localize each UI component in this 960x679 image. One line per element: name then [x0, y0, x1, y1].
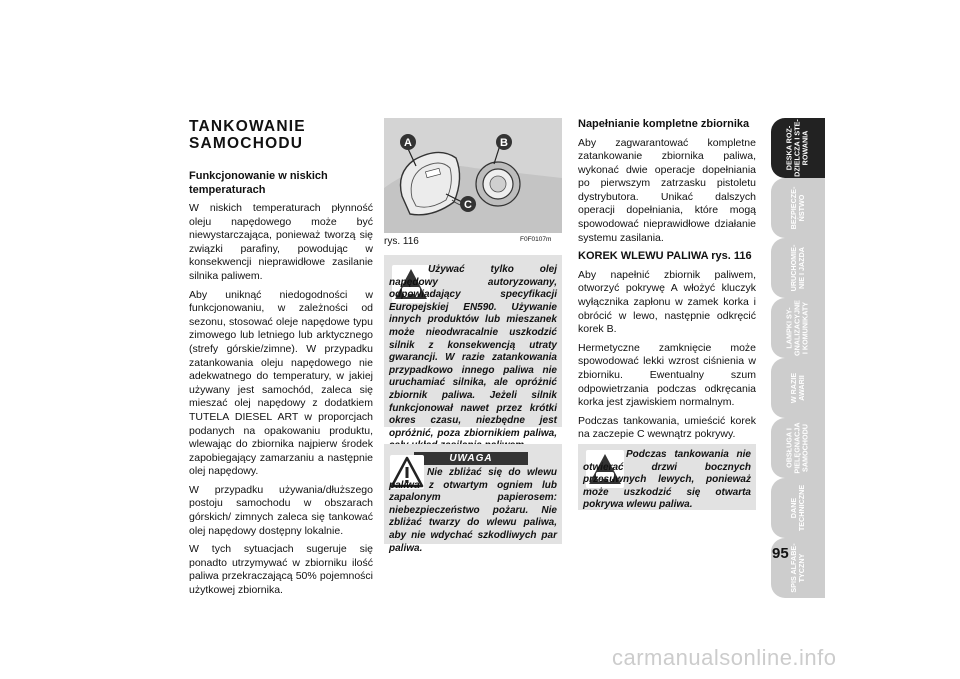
warning-text: Nie zbliżać się do wlewu paliwa z otwartym ogniem lub zapalonym papierosem: niebezpieczeństwo pożaru. Nie zbliżać twarzy do wlewu paliwa, aby nie wdychać szkodliwych par paliwa. [389, 467, 557, 554]
tab-label: LAMPKI SY- GNALIZACYJNE I KOMUNIKATY [784, 300, 811, 356]
paragraph: W przypadku używania/dłuższego postoju samochodu w obszarach górskich/ zimnych zaleca się tankować olej napędowy dostępny lokalnie. [189, 483, 373, 537]
tab-safety[interactable] [771, 178, 825, 238]
watermark: carmanualsonline.info [612, 645, 837, 670]
tab-label: DANE TECHNICZNE [788, 484, 806, 532]
tab-label: URUCHOMIE- NIE I JAZDA [788, 244, 806, 292]
subsection-title-fuel-cap: KOREK WLEWU PALIWA rys. 116 [578, 250, 752, 263]
paragraph: Podczas tankowania, umieścić korek na zaczepie C wewnątrz pokrywy. [578, 414, 756, 441]
right-column [578, 118, 756, 447]
tab-dashboard-controls[interactable] [771, 118, 825, 178]
tab-maintenance[interactable] [771, 418, 825, 478]
tab-label: W RAZIE AWARII [788, 372, 806, 404]
label-b: B [500, 137, 508, 149]
tab-warning-lights[interactable] [771, 298, 825, 358]
tab-label: DESKA ROZ- DZIELCZA I STE- ROWANIA [784, 119, 811, 177]
paragraph: Hermetyczne zamknięcie może spowodować lekki wzrost ciśnienia w zbiorniku. Ewentualny szum odpowietrzania podczas odkręcania korka jest zjawiskiem normalnym. [578, 341, 756, 409]
fuel-spec-note-box [384, 255, 562, 439]
section-title: TANKOWANIE SAMOCHODU [189, 118, 306, 152]
figure-caption: rys. 116 [384, 236, 419, 247]
sliding-door-note-box [578, 444, 756, 510]
tab-label: SPIS ALFABE- TYCZNY [788, 543, 806, 593]
tab-starting-driving[interactable] [771, 238, 825, 298]
left-column [189, 118, 373, 603]
paragraph: W tych sytuacjach sugeruje się ponadto utrzymywać w zbiorniku ilość paliwa przekraczającą 50% pojemności użytkowej zbiornika. [189, 543, 373, 597]
subsection-title-low-temperature: Funkcjonowanie w niskich temperaturach [189, 170, 328, 196]
note-text: Podczas tankowania nie otwierać drzwi bocznych przesuwnych lewych, ponieważ może uszkodzić się otwarta pokrywa wlewu paliwa. [583, 449, 751, 511]
paragraph: W niskich temperaturach płynność oleju napędowego może być niewystarczająca, ponieważ tworzą się związki parafiny, powodując w konsekwencji nieprawidłowe zasilanie silnika paliwem. [189, 202, 373, 282]
paragraph: Aby napełnić zbiornik paliwem, otworzyć pokrywę A włożyć kluczyk wyłącznika zapłonu w zamek korka i obrócić w lewo, następnie odkręcić korek B. [578, 268, 756, 336]
tab-technical-data[interactable] [771, 478, 825, 538]
note-text: Używać tylko olej napędowy autoryzowany, odpowiadający specyfikacji Europejskiej EN590. Używanie innych produktów lub mieszanek może nieodwracalnie uszkodzić silnik z konsekwencją utraty gwarancji. W razie zatankowania przypadkowo innego paliwa nie uruchamiać silnika, ale opróżnić zbiornik paliwa. Jeżeli silnik funkcjonował nawet przez krótki okres czasu, niezbędne jest opróżnić, poza zbiornikiem paliwa, [389, 264, 557, 439]
tab-emergency[interactable] [771, 358, 825, 418]
subsection-title-full-tank: Napełnianie kompletne zbiornika [578, 118, 750, 130]
label-c: C [464, 199, 472, 211]
tab-label: OBSŁUGA I PIELĘGNACJA SAMOCHODU [784, 422, 811, 474]
figure-code: F0F0107m [520, 236, 552, 243]
fuel-cap-figure [384, 118, 562, 233]
page-number: 95 [772, 545, 789, 562]
warning-header: UWAGA [414, 452, 528, 465]
fuel-flap-illustration [384, 118, 562, 233]
label-a: A [404, 137, 412, 149]
paragraph: Aby uniknąć niedogodności w funkcjonowaniu, w zależności od sezonu, stosować oleje napędowe typu zimowego lub letniego lub arktycznego (strefy górskie/zimne). W przypadku zatankowania oleju napędowego nie adekwatnego do temperatury, w jakiej używany jest samochód, zaleca się mieszać olej napędowy z dodatkiem TUTELA DIESEL ART w proporcjach podanych na opakowaniu produktu, wlewając do zbiornika najpierw środek zapobiegający zamarzaniu a następnie olej napędowy. [189, 288, 373, 478]
tab-label: BEZPIECZE- ŃSTWO [788, 186, 806, 230]
paragraph: Aby zagwarantować kompletne zatankowanie zbiornika paliwa, wykonać dwie operacje dopełniania po pierwszym zatrzasku pistoletu dystrybutora. Unikać dalszych operacji dopełniania, które mogą spowodować nieprawidłowe działanie systemu zasilania. [578, 136, 756, 244]
